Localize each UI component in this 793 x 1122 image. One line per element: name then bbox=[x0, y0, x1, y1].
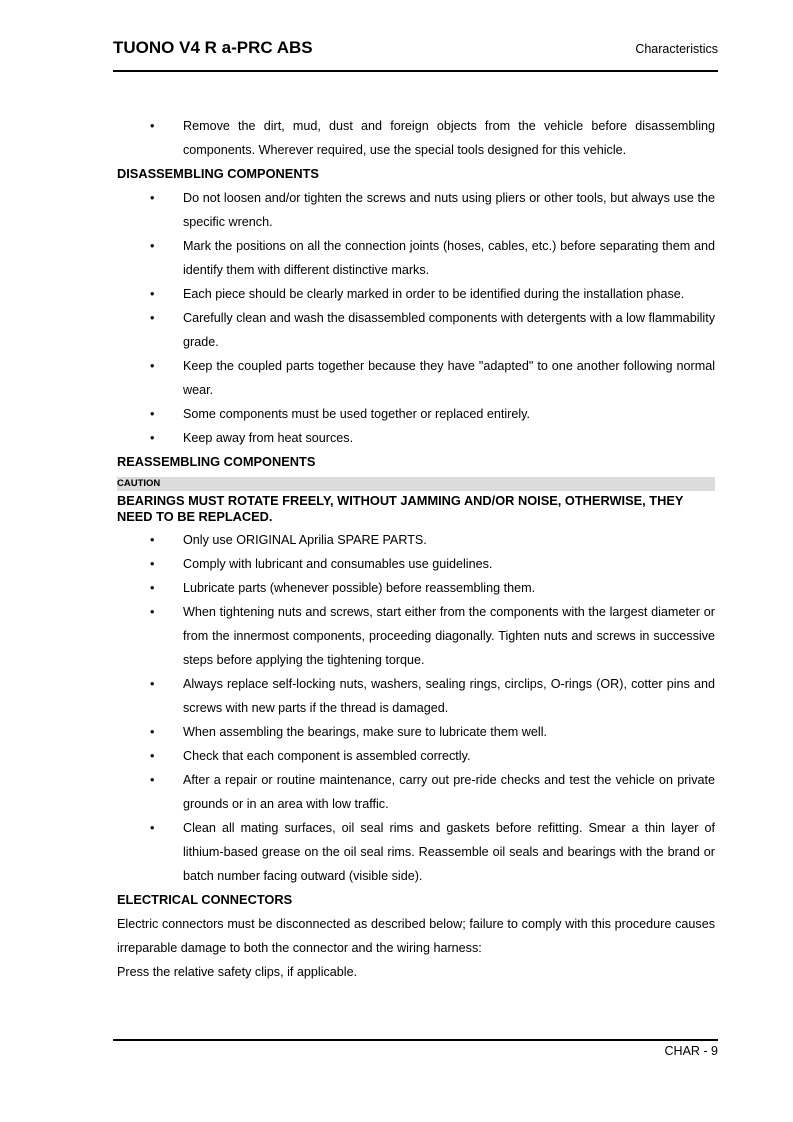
list-item: • Do not loosen and/or tighten the screws and nuts using pliers or other tools, but always use the specific wrench. bbox=[117, 186, 715, 234]
section-label: Characteristics bbox=[635, 42, 718, 56]
list-item: • When assembling the bearings, make sure to lubricate them well. bbox=[117, 720, 715, 744]
list-item: • Comply with lubricant and consumables use guidelines. bbox=[117, 552, 715, 576]
list-item: • Lubricate parts (whenever possible) before reassembling them. bbox=[117, 576, 715, 600]
list-item: • After a repair or routine maintenance, carry out pre-ride checks and test the vehicle on private grounds or in an area with low traffic. bbox=[117, 768, 715, 816]
list-item: • Carefully clean and wash the disassembled components with detergents with a low flammability grade. bbox=[117, 306, 715, 354]
reassembling-list bbox=[117, 528, 715, 888]
disassembling-heading: DISASSEMBLING COMPONENTS bbox=[117, 166, 319, 181]
page-header bbox=[113, 38, 718, 72]
caution-label: CAUTION bbox=[117, 477, 715, 491]
list-item: • Clean all mating surfaces, oil seal rims and gaskets before refitting. Smear a thin layer of lithium-based grease on the oil seal rims. Reassemble oil seals and bearings with the brand or batch number facing outward (visible side). bbox=[117, 816, 715, 888]
list-item: • Only use ORIGINAL Aprilia SPARE PARTS. bbox=[117, 528, 715, 552]
disassembling-list bbox=[117, 186, 715, 450]
caution-text: BEARINGS MUST ROTATE FREELY, WITHOUT JAMMING AND/OR NOISE, OTHERWISE, THEY NEED TO BE REPLACED. bbox=[117, 493, 684, 524]
intro-list bbox=[117, 114, 715, 162]
header-divider bbox=[113, 70, 718, 72]
list-item: • Some components must be used together or replaced entirely. bbox=[117, 402, 715, 426]
footer-divider bbox=[113, 1039, 718, 1041]
list-item: • Check that each component is assembled correctly. bbox=[117, 744, 715, 768]
electrical-heading: ELECTRICAL CONNECTORS bbox=[117, 892, 293, 907]
document-title: TUONO V4 R a-PRC ABS bbox=[113, 38, 313, 57]
electrical-paragraph: Electric connectors must be disconnected as described below; failure to comply with this procedure causes irreparable damage to both the connector and the wiring harness: bbox=[117, 917, 715, 955]
list-item: • Always replace self-locking nuts, washers, sealing rings, circlips, O-rings (OR), cotter pins and screws with new parts if the thread is damaged. bbox=[117, 672, 715, 720]
reassembling-heading: REASSEMBLING COMPONENTS bbox=[117, 454, 316, 469]
page-content bbox=[117, 114, 715, 984]
list-item: • Mark the positions on all the connection joints (hoses, cables, etc.) before separating them and identify them with different distinctive marks. bbox=[117, 234, 715, 282]
electrical-paragraph: Press the relative safety clips, if applicable. bbox=[117, 965, 358, 979]
page-number: CHAR - 9 bbox=[664, 1044, 718, 1058]
list-item: • Each piece should be clearly marked in order to be identified during the installation phase. bbox=[117, 282, 715, 306]
list-item: • Keep the coupled parts together because they have "adapted" to one another following normal wear. bbox=[117, 354, 715, 402]
list-item: • Remove the dirt, mud, dust and foreign objects from the vehicle before disassembling components. Wherever required, use the special tools designed for this vehicle. bbox=[117, 114, 715, 162]
list-item: • When tightening nuts and screws, start either from the components with the largest diameter or from the innermost components, proceeding diagonally. Tighten nuts and screws in successive steps before applying the tightening torque. bbox=[117, 600, 715, 672]
list-item: • Keep away from heat sources. bbox=[117, 426, 715, 450]
